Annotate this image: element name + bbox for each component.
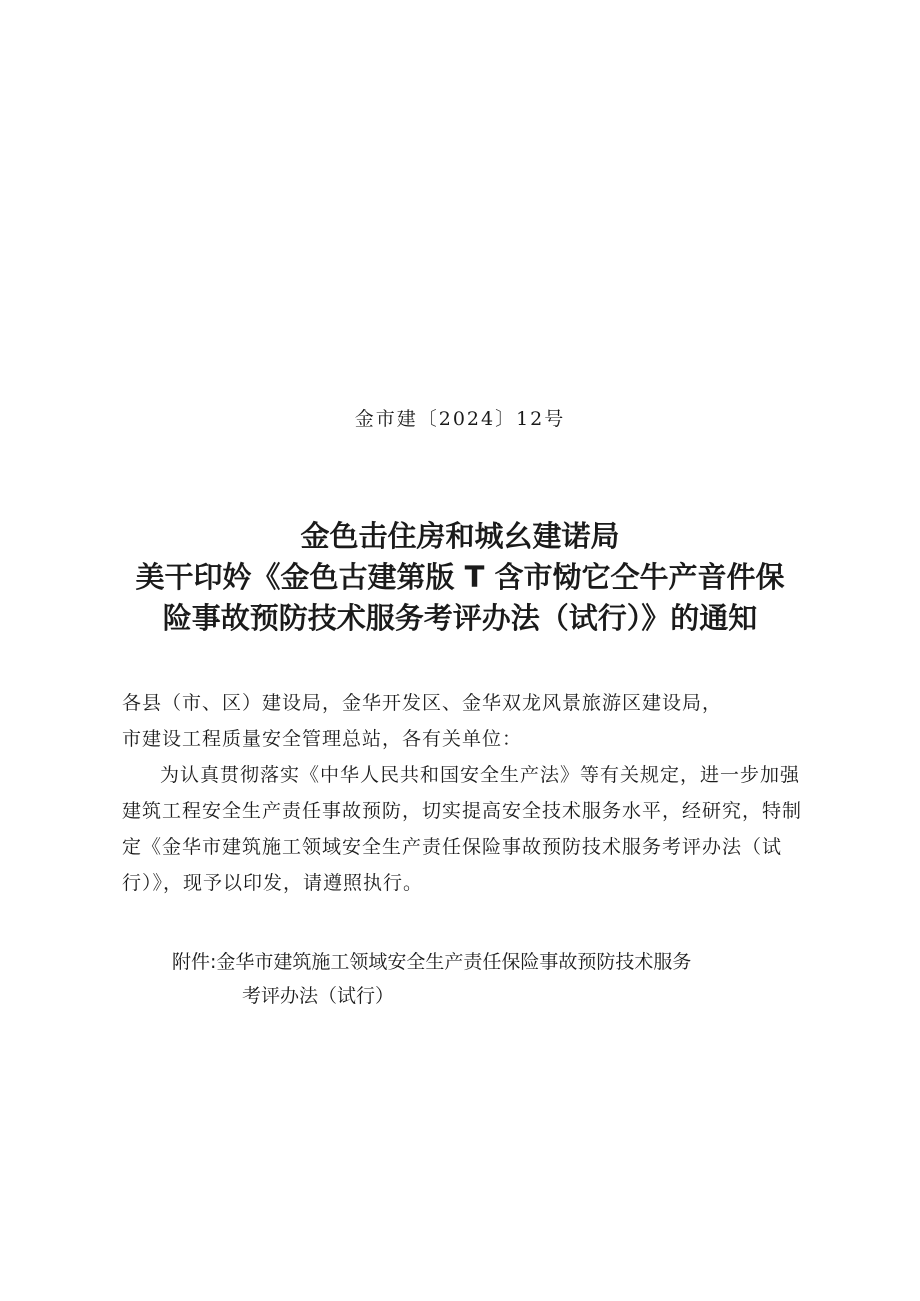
addressee-line-2: 市建设工程质量安全管理总站，各有关单位： <box>122 728 523 750</box>
title-line-3: 险事故预防技术服务考评办法（试行）》的通知 <box>162 601 758 635</box>
document-number: 金市建〔2024〕12号 <box>354 408 566 430</box>
document-body <box>122 685 802 901</box>
attachment-note <box>172 945 822 1013</box>
title-line-2: 美干印妗《金色古建第版 T 含市恸它仝牛产音件保 <box>135 560 785 594</box>
title-line-1: 金色击住房和城幺建诺局 <box>300 519 620 553</box>
attachment-title-part-1: 金华市建筑施工领域安全生产责任保险事故预防技术服务 <box>216 951 692 973</box>
document-title <box>100 516 820 639</box>
attachment-label: 附件: <box>172 951 217 973</box>
attachment-line-1 <box>172 945 822 979</box>
attachment-title-part-2: 考评办法（试行） <box>242 985 395 1007</box>
addressee-line-1: 各县（市、区）建设局，金华开发区、金华双龙风景旅游区建设局， <box>122 692 723 714</box>
body-paragraph: 为认真贯彻落实《中华人民共和国安全生产法》等有关规定，进一步加强建筑工程安全生产责任事故预防，切实提高安全技术服务水平，经研究，特制定《金华市建筑施工领域安全生产责任保险事故预防技术服务考评办法（试行）》，现予以印发，请遵照执行。 <box>122 764 803 894</box>
